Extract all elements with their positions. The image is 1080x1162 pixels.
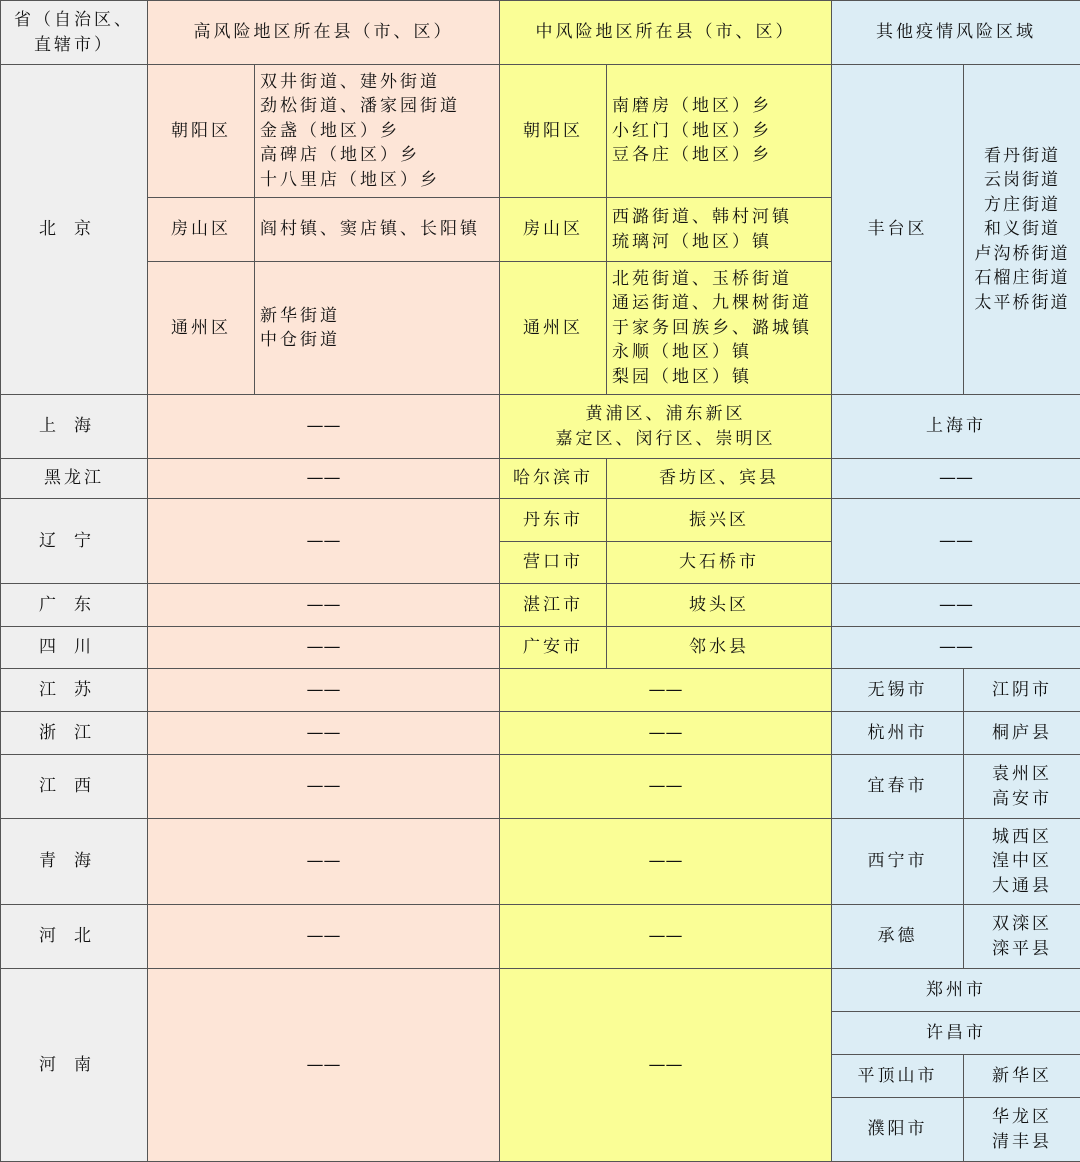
other-city: 承德 <box>832 905 964 969</box>
mid-areas: 香坊区、宾县 <box>607 459 832 499</box>
mid-none: —— <box>500 905 832 969</box>
high-district: 朝阳区 <box>148 65 255 198</box>
header-other-risk: 其他疫情风险区域 <box>832 1 1080 65</box>
mid-city: 湛江市 <box>500 584 607 627</box>
high-district: 房山区 <box>148 198 255 262</box>
other-none: —— <box>832 584 1080 627</box>
other-areas: 双滦区 滦平县 <box>964 905 1080 969</box>
province-qinghai: 青海 <box>1 819 148 905</box>
province-shanghai: 上海 <box>1 395 148 459</box>
mid-areas: 大石桥市 <box>607 542 832 584</box>
other-none: —— <box>832 499 1080 584</box>
other-areas: 华龙区 清丰县 <box>964 1098 1080 1162</box>
other-areas: 江阴市 <box>964 669 1080 712</box>
header-province: 省（自治区、 直辖市） <box>1 1 148 65</box>
mid-city: 丹东市 <box>500 499 607 542</box>
high-none: —— <box>148 755 500 819</box>
province-jiangsu: 江苏 <box>1 669 148 712</box>
high-none: —— <box>148 905 500 969</box>
mid-areas: 黄浦区、浦东新区 嘉定区、闵行区、崇明区 <box>500 395 832 459</box>
province-jiangxi: 江西 <box>1 755 148 819</box>
mid-areas: 振兴区 <box>607 499 832 542</box>
high-none: —— <box>148 459 500 499</box>
high-none: —— <box>148 395 500 459</box>
header-high-risk: 高风险地区所在县（市、区） <box>148 1 500 65</box>
other-areas: 城西区 湟中区 大通县 <box>964 819 1080 905</box>
header-mid-risk: 中风险地区所在县（市、区） <box>500 1 832 65</box>
other-city: 平顶山市 <box>832 1055 964 1098</box>
province-guangdong: 广东 <box>1 584 148 627</box>
other-none: —— <box>832 459 1080 499</box>
other-areas: 袁州区 高安市 <box>964 755 1080 819</box>
high-none: —— <box>148 669 500 712</box>
high-none: —— <box>148 499 500 584</box>
mid-areas: 北苑街道、玉桥街道 通运街道、九棵树街道 于家务回族乡、潞城镇 永顺（地区）镇 梨园（地区）镇 <box>607 262 832 395</box>
mid-none: —— <box>500 755 832 819</box>
province-sichuan: 四川 <box>1 627 148 669</box>
other-areas: 上海市 <box>832 395 1080 459</box>
high-areas: 新华街道 中仓街道 <box>255 262 500 395</box>
mid-district: 朝阳区 <box>500 65 607 198</box>
other-areas: 桐庐县 <box>964 712 1080 755</box>
other-district: 丰台区 <box>832 65 964 395</box>
other-none: —— <box>832 627 1080 669</box>
other-city: 郑州市 <box>832 969 1080 1012</box>
other-city: 宜春市 <box>832 755 964 819</box>
other-areas: 看丹街道 云岗街道 方庄街道 和义街道 卢沟桥街道 石榴庄街道 太平桥街道 <box>964 65 1080 395</box>
mid-none: —— <box>500 969 832 1162</box>
mid-city: 广安市 <box>500 627 607 669</box>
province-liaoning: 辽宁 <box>1 499 148 584</box>
province-beijing: 北京 <box>1 65 148 395</box>
mid-district: 通州区 <box>500 262 607 395</box>
high-areas: 阎村镇、窦店镇、长阳镇 <box>255 198 500 262</box>
province-henan: 河南 <box>1 969 148 1162</box>
province-hebei: 河北 <box>1 905 148 969</box>
mid-areas: 坡头区 <box>607 584 832 627</box>
mid-areas: 南磨房（地区）乡 小红门（地区）乡 豆各庄（地区）乡 <box>607 65 832 198</box>
province-heilongjiang: 黑龙江 <box>1 459 148 499</box>
other-city: 濮阳市 <box>832 1098 964 1162</box>
mid-city: 营口市 <box>500 542 607 584</box>
high-none: —— <box>148 819 500 905</box>
mid-none: —— <box>500 669 832 712</box>
other-city: 杭州市 <box>832 712 964 755</box>
high-none: —— <box>148 969 500 1162</box>
high-district: 通州区 <box>148 262 255 395</box>
other-areas: 新华区 <box>964 1055 1080 1098</box>
province-zhejiang: 浙江 <box>1 712 148 755</box>
other-city: 无锡市 <box>832 669 964 712</box>
high-none: —— <box>148 584 500 627</box>
high-none: —— <box>148 627 500 669</box>
mid-areas: 西潞街道、韩村河镇 琉璃河（地区）镇 <box>607 198 832 262</box>
mid-none: —— <box>500 712 832 755</box>
mid-city: 哈尔滨市 <box>500 459 607 499</box>
other-city: 西宁市 <box>832 819 964 905</box>
high-areas: 双井街道、建外街道 劲松街道、潘家园街道 金盏（地区）乡 高碑店（地区）乡 十八里店（地区）乡 <box>255 65 500 198</box>
high-none: —— <box>148 712 500 755</box>
mid-none: —— <box>500 819 832 905</box>
mid-areas: 邻水县 <box>607 627 832 669</box>
other-city: 许昌市 <box>832 1012 1080 1055</box>
mid-district: 房山区 <box>500 198 607 262</box>
